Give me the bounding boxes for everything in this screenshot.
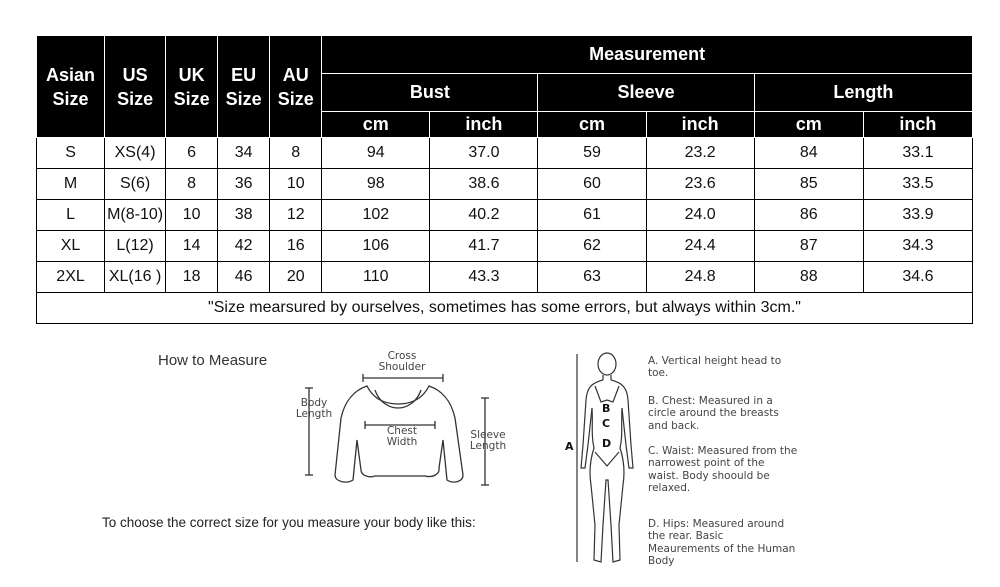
cell-eu-size: 46 [218,262,270,293]
cell-length-cm: 88 [754,262,863,293]
header-unit: inch [646,112,754,138]
cell-us-size: L(12) [105,231,166,262]
header-bust: Bust [322,74,538,112]
header-asian-size: Asian Size [37,36,105,138]
sweater-diagram-icon [295,370,505,500]
header-sleeve: Sleeve [538,74,754,112]
cell-length-cm: 86 [754,200,863,231]
cell-asian-size: L [37,200,105,231]
legend-d: D. Hips: Measured around the rear. Basic Meaurements of the Human Body [648,518,796,567]
cell-asian-size: XL [37,231,105,262]
cell-sleeve-inch: 23.2 [646,138,754,169]
label-b: B [602,402,611,415]
sleeve-length-label: Sleeve Length [469,429,507,452]
header-uk-size: UK Size [166,36,218,138]
size-note: "Size mearsured by ourselves, sometimes has some errors, but always within 3cm." [37,293,973,324]
cell-length-inch: 33.9 [863,200,972,231]
cell-eu-size: 34 [218,138,270,169]
legend-b: B. Chest: Measured in a circle around the breasts and back. [648,395,779,432]
cell-bust-cm: 102 [322,200,430,231]
table-row [37,138,973,169]
header-us-size: US Size [105,36,166,138]
cell-bust-inch: 38.6 [430,169,538,200]
header-eu-size: EU Size [218,36,270,138]
header-unit: cm [538,112,646,138]
cell-uk-size: 6 [166,138,218,169]
table-row [37,262,973,293]
body-figure-icon [575,350,645,575]
cell-uk-size: 18 [166,262,218,293]
cell-au-size: 12 [270,200,322,231]
cell-length-inch: 33.1 [863,138,972,169]
cell-us-size: XS(4) [105,138,166,169]
table-row [37,169,973,200]
size-chart-table [36,35,973,324]
header-unit: cm [754,112,863,138]
cell-length-inch: 34.3 [863,231,972,262]
how-to-measure-title: How to Measure [158,352,268,369]
choose-size-instruction: To choose the correct size for you measure your body like this: [102,515,476,530]
cell-sleeve-inch: 24.4 [646,231,754,262]
cell-bust-inch: 41.7 [430,231,538,262]
cell-sleeve-inch: 23.6 [646,169,754,200]
cell-bust-inch: 40.2 [430,200,538,231]
cell-uk-size: 8 [166,169,218,200]
cell-length-cm: 87 [754,231,863,262]
header-unit: inch [430,112,538,138]
cell-length-inch: 33.5 [863,169,972,200]
cell-us-size: S(6) [105,169,166,200]
cell-bust-inch: 43.3 [430,262,538,293]
cell-length-cm: 84 [754,138,863,169]
cell-eu-size: 36 [218,169,270,200]
cell-au-size: 16 [270,231,322,262]
header-unit: inch [863,112,972,138]
cell-au-size: 8 [270,138,322,169]
cell-asian-size: S [37,138,105,169]
cell-sleeve-cm: 61 [538,200,646,231]
cell-asian-size: 2XL [37,262,105,293]
header-measurement: Measurement [322,36,973,74]
cell-length-inch: 34.6 [863,262,972,293]
cell-asian-size: M [37,169,105,200]
cell-uk-size: 10 [166,200,218,231]
label-c: C [602,417,611,430]
cell-eu-size: 38 [218,200,270,231]
header-au-size: AU Size [270,36,322,138]
table-row [37,200,973,231]
body-length-label: Body Length [295,397,333,420]
cell-bust-inch: 37.0 [430,138,538,169]
cell-sleeve-cm: 63 [538,262,646,293]
legend-c: C. Waist: Measured from the narrowest point of the waist. Body shoould be relaxed. [648,445,798,494]
cell-sleeve-inch: 24.0 [646,200,754,231]
cell-us-size: XL(16 ) [105,262,166,293]
cell-bust-cm: 110 [322,262,430,293]
cell-bust-cm: 106 [322,231,430,262]
header-length: Length [754,74,972,112]
cell-au-size: 20 [270,262,322,293]
label-d: D [602,437,612,450]
cell-length-cm: 85 [754,169,863,200]
cell-sleeve-inch: 24.8 [646,262,754,293]
cross-shoulder-label: Cross Shoulder [378,350,426,373]
legend-a: A. Vertical height head to toe. [648,355,782,380]
chest-width-label: Chest Width [386,425,418,448]
cell-sleeve-cm: 62 [538,231,646,262]
header-unit: cm [322,112,430,138]
cell-bust-cm: 94 [322,138,430,169]
cell-us-size: M(8-10) [105,200,166,231]
label-a: A [565,440,574,453]
cell-bust-cm: 98 [322,169,430,200]
cell-sleeve-cm: 59 [538,138,646,169]
cell-uk-size: 14 [166,231,218,262]
cell-eu-size: 42 [218,231,270,262]
cell-au-size: 10 [270,169,322,200]
measure-legend [648,355,798,567]
table-row [37,231,973,262]
cell-sleeve-cm: 60 [538,169,646,200]
